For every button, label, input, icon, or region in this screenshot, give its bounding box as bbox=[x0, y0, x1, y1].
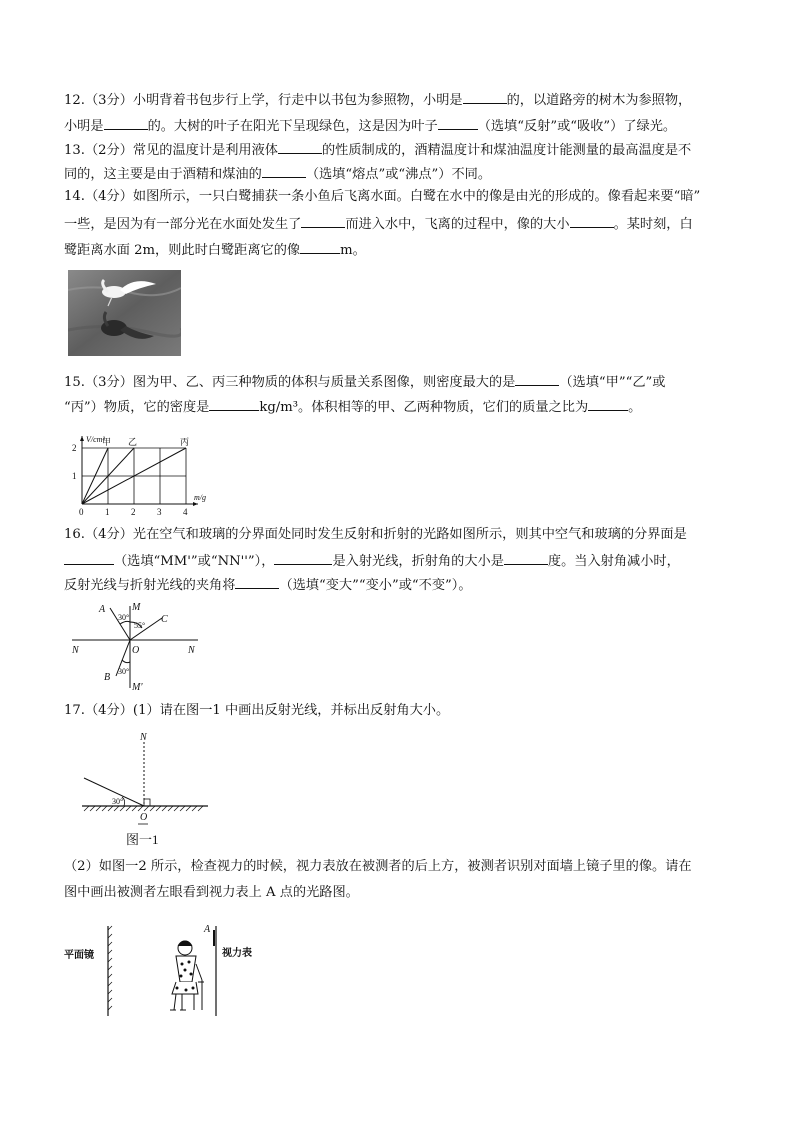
water-background bbox=[68, 270, 181, 356]
x-tick-label: 4 bbox=[183, 507, 188, 516]
q17-text: 图中画出被测者左眼看到视力表上 A 点的光路图。 bbox=[64, 885, 359, 900]
seated-person bbox=[170, 941, 204, 1010]
x-tick-label: 2 bbox=[131, 507, 136, 516]
q16-line3 bbox=[64, 575, 472, 595]
q14-text: m。 bbox=[340, 243, 366, 258]
q16-blank-4[interactable] bbox=[235, 575, 279, 589]
series-label-3: 丙 bbox=[180, 437, 190, 447]
mirror-label: 平面镜 bbox=[64, 950, 94, 961]
q12-blank-2[interactable] bbox=[104, 116, 148, 130]
q17-text: 17.（4分）(1）请在图一1 中画出反射光线，并标出反射角大小。 bbox=[64, 703, 450, 718]
label-n-right: N bbox=[188, 645, 195, 656]
label-a: A bbox=[204, 924, 211, 935]
label-m: M bbox=[132, 602, 141, 613]
q14-blank-3[interactable] bbox=[300, 240, 340, 254]
q14-blank-2[interactable] bbox=[570, 214, 614, 228]
q16-text: （选填“变大”“变小”或“不变”）。 bbox=[279, 578, 472, 593]
label-b: B bbox=[104, 672, 111, 683]
angle-arc-30-bottom bbox=[122, 660, 130, 663]
x-tick-label: 0 bbox=[79, 507, 84, 516]
q14-text: 而进入水中，飞离的过程中，像的大小 bbox=[345, 217, 570, 232]
q16-line2 bbox=[64, 551, 680, 571]
q14-line3 bbox=[64, 240, 366, 260]
refraction-diagram bbox=[64, 598, 204, 694]
q13-blank-2[interactable] bbox=[262, 164, 306, 178]
angle-30: 30° bbox=[112, 797, 124, 806]
q15-text: （选填“甲”“乙”或 bbox=[559, 375, 666, 390]
label-n: N bbox=[140, 732, 147, 743]
q13-line2 bbox=[64, 164, 491, 184]
q17-line3 bbox=[64, 884, 359, 902]
q15-line1 bbox=[64, 372, 665, 392]
label-n-left: N bbox=[72, 645, 79, 656]
q16-text: 是入射光线，折射角的大小是 bbox=[332, 554, 504, 569]
q16-text: 反射光线与折射光线的夹角将 bbox=[64, 578, 236, 593]
q16-text: （选填“MM'”或“NN''”）， bbox=[114, 554, 275, 569]
q12-line1 bbox=[64, 90, 691, 110]
q13-line1 bbox=[64, 140, 691, 160]
q14-text: 。某时刻，白 bbox=[613, 217, 693, 232]
q17-line1 bbox=[64, 702, 449, 720]
q14-text: 鹭距离水面 2m，则此时白鹭距离它的像 bbox=[64, 243, 301, 258]
angle-30-bottom: 30° bbox=[118, 667, 130, 676]
q15-text: 15.（3分）图为甲、乙、丙三种物质的体积与质量关系图像，则密度最大的是 bbox=[64, 375, 516, 390]
q15-text: “丙”）物质，它的密度是 bbox=[64, 400, 210, 415]
mirror-hatching bbox=[84, 806, 203, 811]
q14-text: 一些，是因为有一部分光在水面处发生了 bbox=[64, 217, 302, 232]
q15-line2 bbox=[64, 397, 641, 417]
q12-text: 小明是 bbox=[64, 119, 104, 134]
q16-line1 bbox=[64, 526, 687, 544]
figure-1-caption: 图一1 bbox=[126, 832, 159, 847]
reflection-figure-1 bbox=[76, 728, 216, 850]
q15-blank-2[interactable] bbox=[209, 397, 259, 411]
label-m-prime: M' bbox=[132, 682, 143, 693]
eye-test-figure-2 bbox=[64, 920, 274, 1020]
q12-text: 12.（3分）小明背着书包步行上学，行走中以书包为参照物，小明是 bbox=[64, 93, 463, 108]
x-tick-label: 1 bbox=[105, 507, 110, 516]
q12-line2 bbox=[64, 116, 676, 136]
q16-blank-3[interactable] bbox=[504, 551, 548, 565]
y-tick-label: 1 bbox=[72, 471, 77, 481]
q13-text: 13.（2分）常见的温度计是利用液体 bbox=[64, 143, 278, 158]
q12-blank-1[interactable] bbox=[463, 90, 507, 104]
q14-text: 14.（4分）如图所示，一只白鹭捕获一条小鱼后飞离水面。白鹭在水中的像是由光的形成的。像看起来要“暗” bbox=[64, 189, 701, 204]
right-angle-mark bbox=[144, 799, 150, 806]
series-label-2: 乙 bbox=[128, 437, 138, 447]
q16-text: 度。当入射角减小时， bbox=[547, 554, 680, 569]
q13-text: 同的，这主要是由于酒精和煤油的 bbox=[64, 167, 262, 182]
q16-text: 16.（4分）光在空气和玻璃的分界面处同时发生反射和折射的光路如图所示，则其中空气和玻璃的分界面是 bbox=[64, 527, 687, 542]
q13-text: （选填“熔点”或“沸点”）不同。 bbox=[305, 167, 492, 182]
q15-blank-1[interactable] bbox=[515, 372, 559, 386]
q12-text: （选填“反射”或“吸收”）了绿光。 bbox=[477, 119, 677, 134]
label-o: O bbox=[140, 812, 148, 823]
q14-blank-1[interactable] bbox=[301, 214, 345, 228]
q16-blank-2[interactable] bbox=[274, 551, 332, 565]
angle-30-top: 30° bbox=[118, 613, 130, 622]
q12-text: 的。大树的叶子在阳光下呈现绿色，这是因为叶子 bbox=[147, 119, 438, 134]
y-tick-label: 2 bbox=[72, 443, 77, 453]
label-c: C bbox=[161, 614, 168, 625]
q15-text: 。 bbox=[628, 400, 642, 415]
x-tick-label: 3 bbox=[157, 507, 162, 516]
eye-chart-label: 视力表 bbox=[222, 948, 252, 959]
egret-photo bbox=[68, 270, 181, 356]
q13-blank-1[interactable] bbox=[278, 140, 322, 154]
y-axis-label: V/cm³ bbox=[86, 435, 105, 444]
angle-55: 55° bbox=[134, 621, 146, 630]
x-axis-label: m/g bbox=[194, 493, 206, 502]
q14-line2 bbox=[64, 214, 693, 234]
series-label-1: 甲 bbox=[102, 437, 112, 447]
q12-text: 的，以道路旁的树木为参照物， bbox=[506, 93, 692, 108]
q14-line1 bbox=[64, 188, 700, 206]
q17-text: （2）如图一2 所示，检查视力的时候，视力表放在被测者的后上方，被测者识别对面墙上镜子里的像。请在 bbox=[64, 859, 692, 874]
q17-line2 bbox=[64, 858, 692, 876]
q15-blank-3[interactable] bbox=[588, 397, 628, 411]
label-a: A bbox=[99, 604, 106, 615]
volume-mass-chart bbox=[66, 420, 226, 516]
q13-text: 的性质制成的，酒精温度计和煤油温度计能测量的最高温度是不 bbox=[322, 143, 692, 158]
q15-text: kg/m³。体积相等的甲、乙两种物质，它们的质量之比为 bbox=[259, 400, 589, 415]
q12-blank-3[interactable] bbox=[438, 116, 478, 130]
y-axis-arrow bbox=[80, 436, 84, 441]
q16-blank-1[interactable] bbox=[64, 551, 114, 565]
label-o: O bbox=[132, 645, 140, 656]
x-axis-arrow bbox=[193, 502, 198, 506]
